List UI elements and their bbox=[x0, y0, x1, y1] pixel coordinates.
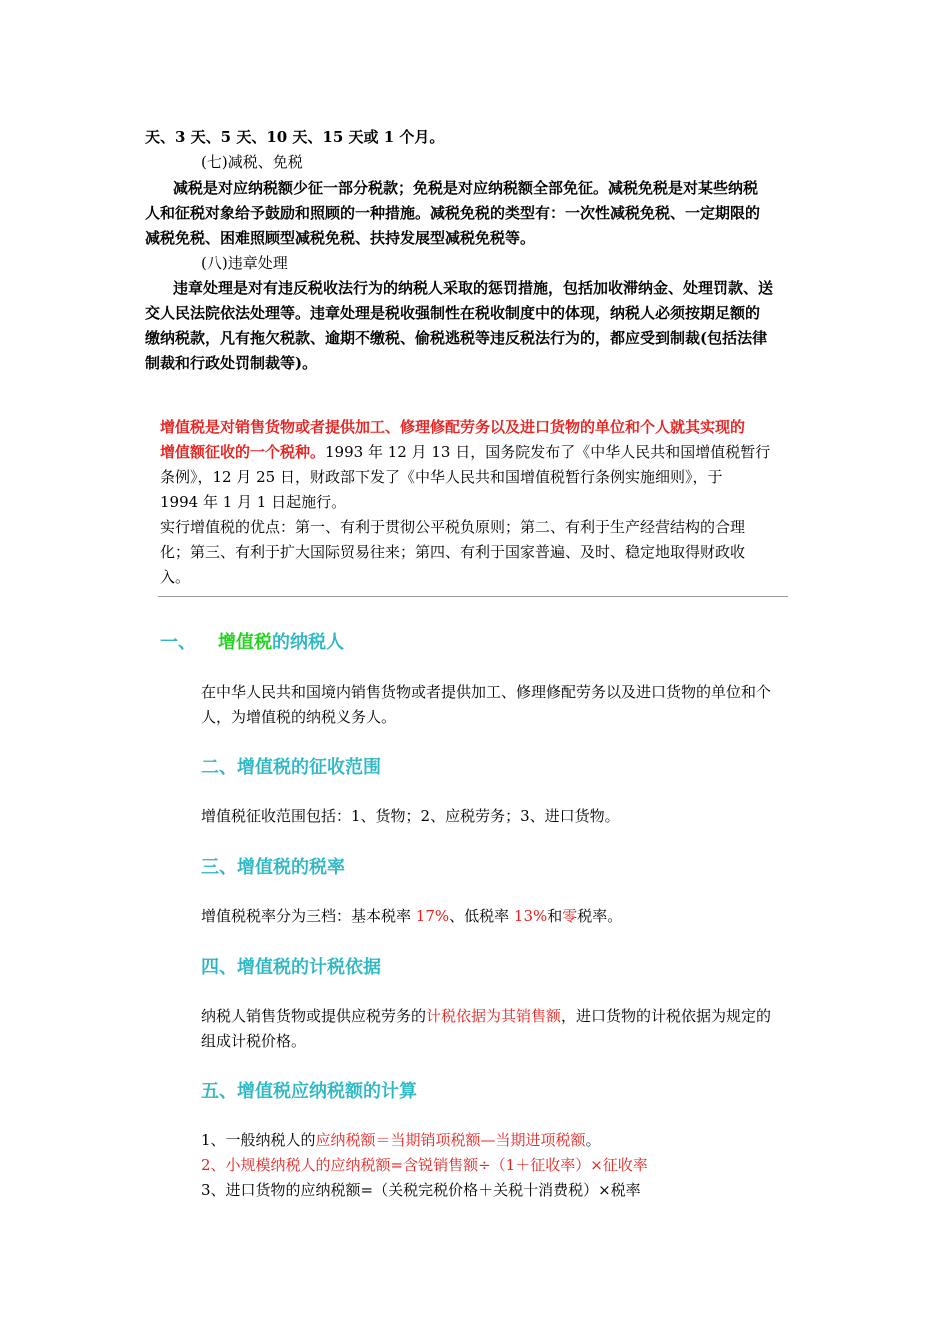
paragraph-7-line: 人和征税对象给予鼓励和照顾的一种措施。减税免税的类型有：一次性减税免税、一定期限的 bbox=[145, 204, 761, 222]
formula-item-2 bbox=[201, 1153, 648, 1178]
formula-item-1 bbox=[201, 1128, 601, 1153]
section-1-number: 一、 bbox=[160, 632, 196, 653]
section-4-text bbox=[201, 1004, 771, 1029]
zero-rate: 零 bbox=[562, 907, 578, 925]
paragraph-8-line: 缴纳税款，凡有拖欠税款、逾期不缴税、偷税逃税等违反税法行为的，都应受到制裁(包括法律 bbox=[145, 329, 768, 347]
formula-label: 。 bbox=[585, 1131, 601, 1149]
formula-item-3: 3、进口货物的应纳税额=（关税完税价格＋关税十消费税）×税率 bbox=[201, 1181, 641, 1199]
section-1-heading bbox=[160, 630, 344, 656]
intro-line: 入。 bbox=[160, 568, 191, 586]
section-4-heading: 四、增值税的计税依据 bbox=[201, 957, 381, 978]
low-rate: 13% bbox=[513, 907, 548, 925]
continued-line: 天、3 天、5 天、10 天、15 天或 1 个月。 bbox=[145, 128, 445, 146]
basis-text: 纳税人销售货物或提供应税劳务的 bbox=[201, 1007, 427, 1025]
section-4-text: 组成计税价格。 bbox=[201, 1032, 307, 1050]
basis-highlight: 计税依据为其销售额 bbox=[426, 1007, 562, 1025]
intro-line: 1994 年 1 月 1 日起施行。 bbox=[160, 493, 347, 511]
basic-rate: 17% bbox=[415, 907, 450, 925]
intro-line: 条例》，12 月 25 日，财政部下发了《中华人民共和国增值税暂行条例实施细则》，于 bbox=[160, 468, 723, 486]
section-2-heading: 二、增值税的征收范围 bbox=[201, 757, 381, 778]
rate-text: 、低税率 bbox=[449, 907, 514, 925]
divider bbox=[158, 596, 788, 597]
section-2-text: 增值税征收范围包括：1、货物；2、应税劳务；3、进口货物。 bbox=[201, 807, 620, 825]
rate-text: 和 bbox=[547, 907, 563, 925]
subheading-7: (七)减税、免税 bbox=[201, 153, 303, 171]
intro-definition: 增值税是对销售货物或者提供加工、修理修配劳务以及进口货物的单位和个人就其实现的 bbox=[160, 418, 746, 436]
section-1-title-cyan: 的纳税人 bbox=[272, 632, 344, 653]
paragraph-7-line: 减税免税、困难照顾型减税免税、扶持发展型减税免税等。 bbox=[145, 229, 536, 247]
intro-line bbox=[160, 440, 770, 465]
paragraph-8-line: 制裁和行政处罚制裁等)。 bbox=[145, 354, 318, 372]
rate-text: 增值税税率分为三档：基本税率 bbox=[201, 907, 416, 925]
paragraph-7-line: 减税是对应纳税额少征一部分税款；免税是对应纳税额全部免征。减税免税是对某些纳税 bbox=[173, 179, 759, 197]
basis-text: ，进口货物的计税依据为规定的 bbox=[561, 1007, 772, 1025]
intro-date-text: 1993 年 12 月 13 日，国务院发布了《中华人民共和国增值税暂行 bbox=[325, 443, 771, 461]
section-1-title-green: 增值税 bbox=[218, 632, 272, 653]
paragraph-8-line: 交人民法院依法处理等。违章处理是税收强制性在税收制度中的体现，纳税人必须按期足额的 bbox=[145, 304, 761, 322]
formula-label: 2、 bbox=[201, 1156, 226, 1174]
section-3-heading: 三、增值税的税率 bbox=[201, 857, 345, 878]
formula-highlight: 小规模纳税人的应纳税额=含锐销售额÷（1＋征收率）×征收率 bbox=[225, 1156, 648, 1174]
subheading-8: (八)违章处理 bbox=[201, 254, 288, 272]
section-1-text: 在中华人民共和国境内销售货物或者提供加工、修理修配劳务以及进口货物的单位和个 bbox=[201, 683, 772, 701]
rate-text: 税率。 bbox=[577, 907, 623, 925]
section-5-heading: 五、增值税应纳税额的计算 bbox=[201, 1081, 417, 1102]
formula-label: 1、一般纳税人的 bbox=[201, 1131, 316, 1149]
paragraph-8-line: 违章处理是对有违反税收法行为的纳税人采取的惩罚措施，包括加收滞纳金、处理罚款、送 bbox=[173, 279, 774, 297]
section-3-text bbox=[201, 904, 622, 929]
formula-highlight: 应纳税额＝当期销项税额—当期进项税额 bbox=[315, 1131, 586, 1149]
intro-line: 化；第三、有利于扩大国际贸易往来；第四、有利于国家普遍、及时、稳定地取得财政收 bbox=[160, 543, 746, 561]
intro-definition-end: 增值额征收的一个税种。 bbox=[160, 443, 326, 461]
intro-line: 实行增值税的优点：第一、有利于贯彻公平税负原则；第二、有利于生产经营结构的合理 bbox=[160, 518, 746, 536]
section-1-text: 人，为增值税的纳税义务人。 bbox=[201, 708, 397, 726]
